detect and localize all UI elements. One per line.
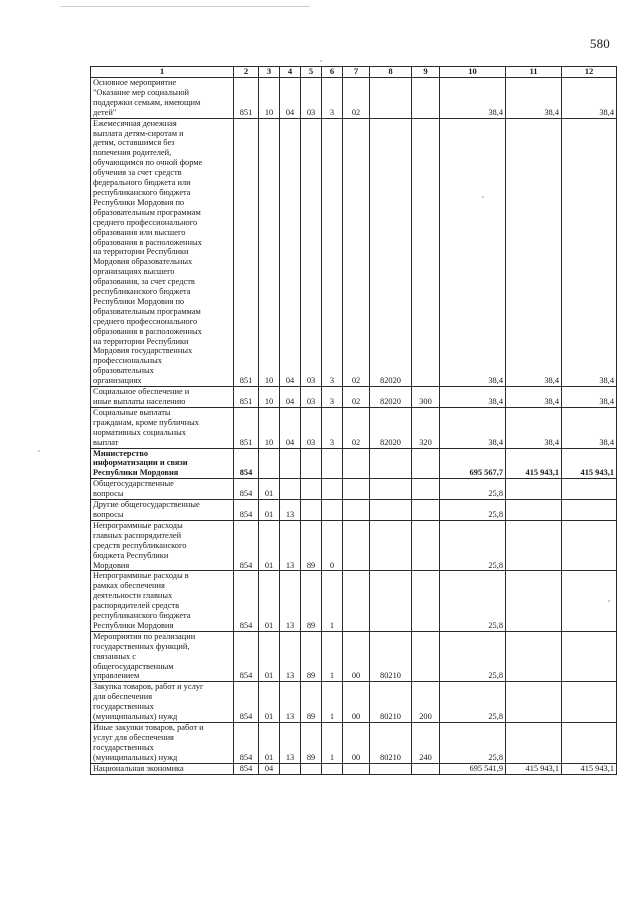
- value-cell: 10: [259, 78, 280, 119]
- value-cell: 25,8: [440, 479, 506, 500]
- value-cell: [343, 763, 370, 774]
- value-cell: [506, 520, 562, 571]
- scan-speck: [38, 450, 40, 452]
- value-cell: 38,4: [440, 387, 506, 408]
- value-cell: 10: [259, 387, 280, 408]
- value-cell: 25,8: [440, 571, 506, 631]
- value-cell: [370, 520, 412, 571]
- value-cell: 854: [234, 723, 259, 764]
- value-cell: [562, 479, 617, 500]
- value-cell: 89: [301, 682, 322, 723]
- value-cell: 13: [280, 520, 301, 571]
- row-name-cell: Министерство информатизации и связи Республики Мордовия: [91, 448, 234, 479]
- column-header: 4: [280, 67, 301, 78]
- column-header: 12: [562, 67, 617, 78]
- table-row: [91, 448, 617, 479]
- value-cell: [506, 723, 562, 764]
- value-cell: [370, 479, 412, 500]
- value-cell: [343, 500, 370, 521]
- value-cell: 89: [301, 571, 322, 631]
- row-name-cell: Другие общегосударственные вопросы: [91, 500, 234, 521]
- value-cell: 02: [343, 387, 370, 408]
- value-cell: 695 567,7: [440, 448, 506, 479]
- value-cell: [506, 571, 562, 631]
- value-cell: [412, 571, 440, 631]
- row-name-cell: Социальное обеспечение и иные выплаты населению: [91, 387, 234, 408]
- table-row: [91, 520, 617, 571]
- value-cell: 01: [259, 479, 280, 500]
- value-cell: 00: [343, 631, 370, 682]
- table-row: [91, 500, 617, 521]
- value-cell: 851: [234, 78, 259, 119]
- value-cell: 38,4: [506, 78, 562, 119]
- value-cell: 10: [259, 407, 280, 448]
- value-cell: 25,8: [440, 520, 506, 571]
- value-cell: 1: [322, 631, 343, 682]
- value-cell: 240: [412, 723, 440, 764]
- value-cell: 200: [412, 682, 440, 723]
- value-cell: 13: [280, 723, 301, 764]
- value-cell: 38,4: [562, 387, 617, 408]
- value-cell: [370, 500, 412, 521]
- value-cell: 854: [234, 479, 259, 500]
- value-cell: 01: [259, 682, 280, 723]
- scan-edge-line: [60, 6, 310, 7]
- value-cell: 01: [259, 571, 280, 631]
- row-name-cell: Национальная экономика: [91, 763, 234, 774]
- value-cell: 38,4: [440, 78, 506, 119]
- value-cell: [301, 500, 322, 521]
- value-cell: 82020: [370, 118, 412, 386]
- value-cell: 01: [259, 520, 280, 571]
- value-cell: 415 943,1: [506, 763, 562, 774]
- value-cell: 13: [280, 682, 301, 723]
- value-cell: [322, 479, 343, 500]
- value-cell: [370, 571, 412, 631]
- value-cell: 04: [259, 763, 280, 774]
- value-cell: 851: [234, 387, 259, 408]
- column-header: 2: [234, 67, 259, 78]
- value-cell: 3: [322, 78, 343, 119]
- value-cell: [506, 682, 562, 723]
- value-cell: [280, 479, 301, 500]
- value-cell: 1: [322, 723, 343, 764]
- value-cell: 300: [412, 387, 440, 408]
- table-row: [91, 763, 617, 774]
- value-cell: [301, 479, 322, 500]
- value-cell: 25,8: [440, 682, 506, 723]
- value-cell: 38,4: [440, 118, 506, 386]
- column-header: 7: [343, 67, 370, 78]
- value-cell: 415 943,1: [562, 763, 617, 774]
- value-cell: [412, 520, 440, 571]
- value-cell: [301, 448, 322, 479]
- value-cell: 854: [234, 763, 259, 774]
- value-cell: 13: [280, 631, 301, 682]
- value-cell: [562, 520, 617, 571]
- column-header: 3: [259, 67, 280, 78]
- table-row: [91, 631, 617, 682]
- value-cell: [506, 479, 562, 500]
- column-header: 9: [412, 67, 440, 78]
- page-number: 580: [589, 36, 610, 51]
- row-name-cell: Общегосударственные вопросы: [91, 479, 234, 500]
- value-cell: 854: [234, 571, 259, 631]
- value-cell: 80210: [370, 682, 412, 723]
- value-cell: 02: [343, 407, 370, 448]
- value-cell: 03: [301, 78, 322, 119]
- column-header: 11: [506, 67, 562, 78]
- table-row: [91, 387, 617, 408]
- value-cell: [412, 479, 440, 500]
- value-cell: 38,4: [562, 78, 617, 119]
- value-cell: 3: [322, 387, 343, 408]
- value-cell: [412, 631, 440, 682]
- budget-table: [90, 66, 617, 775]
- value-cell: 04: [280, 407, 301, 448]
- value-cell: [412, 118, 440, 386]
- value-cell: 01: [259, 631, 280, 682]
- value-cell: [370, 763, 412, 774]
- value-cell: 80210: [370, 723, 412, 764]
- value-cell: 854: [234, 520, 259, 571]
- value-cell: [322, 763, 343, 774]
- value-cell: [562, 723, 617, 764]
- table-row: [91, 78, 617, 119]
- value-cell: 320: [412, 407, 440, 448]
- value-cell: 03: [301, 387, 322, 408]
- scan-speck: [320, 60, 322, 62]
- value-cell: 854: [234, 631, 259, 682]
- row-name-cell: Иные закупки товаров, работ и услуг для обеспечения государственных (муниципальных) нужд: [91, 723, 234, 764]
- value-cell: 82020: [370, 387, 412, 408]
- value-cell: 00: [343, 723, 370, 764]
- value-cell: [562, 682, 617, 723]
- value-cell: 03: [301, 118, 322, 386]
- table-row: [91, 571, 617, 631]
- value-cell: 3: [322, 407, 343, 448]
- table-row: [91, 118, 617, 386]
- value-cell: [412, 78, 440, 119]
- value-cell: 82020: [370, 407, 412, 448]
- value-cell: 854: [234, 448, 259, 479]
- value-cell: [343, 448, 370, 479]
- value-cell: 38,4: [562, 407, 617, 448]
- value-cell: 00: [343, 682, 370, 723]
- value-cell: 04: [280, 78, 301, 119]
- value-cell: 38,4: [506, 387, 562, 408]
- value-cell: 02: [343, 118, 370, 386]
- value-cell: [280, 763, 301, 774]
- value-cell: 01: [259, 723, 280, 764]
- value-cell: [562, 500, 617, 521]
- row-name-cell: Мероприятия по реализации государственных функций, связанных с общегосударственным управлением: [91, 631, 234, 682]
- row-name-cell: Закупка товаров, работ и услуг для обеспечения государственных (муниципальных) нужд: [91, 682, 234, 723]
- value-cell: [506, 500, 562, 521]
- value-cell: 89: [301, 723, 322, 764]
- value-cell: 38,4: [506, 118, 562, 386]
- value-cell: 13: [280, 571, 301, 631]
- table-row: [91, 479, 617, 500]
- value-cell: 854: [234, 682, 259, 723]
- value-cell: 80210: [370, 631, 412, 682]
- value-cell: 04: [280, 118, 301, 386]
- value-cell: [412, 500, 440, 521]
- value-cell: 89: [301, 631, 322, 682]
- value-cell: [259, 448, 280, 479]
- value-cell: [506, 631, 562, 682]
- value-cell: [322, 500, 343, 521]
- value-cell: [412, 763, 440, 774]
- value-cell: [370, 78, 412, 119]
- value-cell: 38,4: [440, 407, 506, 448]
- value-cell: [343, 520, 370, 571]
- row-name-cell: Социальные выплаты гражданам, кроме публичных нормативных социальных выплат: [91, 407, 234, 448]
- value-cell: 25,8: [440, 500, 506, 521]
- value-cell: [343, 571, 370, 631]
- value-cell: 851: [234, 118, 259, 386]
- value-cell: 38,4: [562, 118, 617, 386]
- value-cell: 03: [301, 407, 322, 448]
- value-cell: [343, 479, 370, 500]
- value-cell: 38,4: [506, 407, 562, 448]
- value-cell: [280, 448, 301, 479]
- row-name-cell: Непрограммные расходы в рамках обеспечения деятельности главных распорядителей средств республиканского бюджета Республики Мордовия: [91, 571, 234, 631]
- column-header: 8: [370, 67, 412, 78]
- value-cell: 02: [343, 78, 370, 119]
- row-name-cell: Основное мероприятие "Оказание мер социальной поддержки семьям, имеющим детей": [91, 78, 234, 119]
- table-header-row: [91, 67, 617, 78]
- value-cell: 695 541,9: [440, 763, 506, 774]
- value-cell: 851: [234, 407, 259, 448]
- value-cell: 415 943,1: [562, 448, 617, 479]
- value-cell: 04: [280, 387, 301, 408]
- value-cell: 854: [234, 500, 259, 521]
- value-cell: [412, 448, 440, 479]
- value-cell: [301, 763, 322, 774]
- value-cell: 415 943,1: [506, 448, 562, 479]
- column-header: 1: [91, 67, 234, 78]
- value-cell: 10: [259, 118, 280, 386]
- table-row: [91, 682, 617, 723]
- value-cell: 25,8: [440, 723, 506, 764]
- column-header: 5: [301, 67, 322, 78]
- table-row: [91, 407, 617, 448]
- value-cell: 0: [322, 520, 343, 571]
- value-cell: 01: [259, 500, 280, 521]
- value-cell: [322, 448, 343, 479]
- column-header: 10: [440, 67, 506, 78]
- scan-speck: [608, 600, 610, 602]
- value-cell: 25,8: [440, 631, 506, 682]
- scan-speck: [482, 196, 484, 198]
- row-name-cell: Непрограммные расходы главных распорядителей средств республиканского бюджета Республики Мордовия: [91, 520, 234, 571]
- value-cell: 89: [301, 520, 322, 571]
- value-cell: 13: [280, 500, 301, 521]
- value-cell: 1: [322, 571, 343, 631]
- value-cell: 1: [322, 682, 343, 723]
- table-row: [91, 723, 617, 764]
- row-name-cell: Ежемесячная денежная выплата детям-сиротам и детям, оставшимся без попечения родителей, обучающимся по очной форме обучения за счет средств федерального бюджета или республиканского бюджета Республики Мордовия по образовательным программам среднего профессионального образования или высшего образования в расположенных на территории Республики Мордовия образовательных организациях высшего образования, за счет средств республиканского бюджета Республики Мордовия по образовательным программам среднего профессионального образования в расположенных на территории Республики Мордовия государственных профессиональных образовательных организациях: [91, 118, 234, 386]
- value-cell: 3: [322, 118, 343, 386]
- value-cell: [562, 631, 617, 682]
- value-cell: [370, 448, 412, 479]
- column-header: 6: [322, 67, 343, 78]
